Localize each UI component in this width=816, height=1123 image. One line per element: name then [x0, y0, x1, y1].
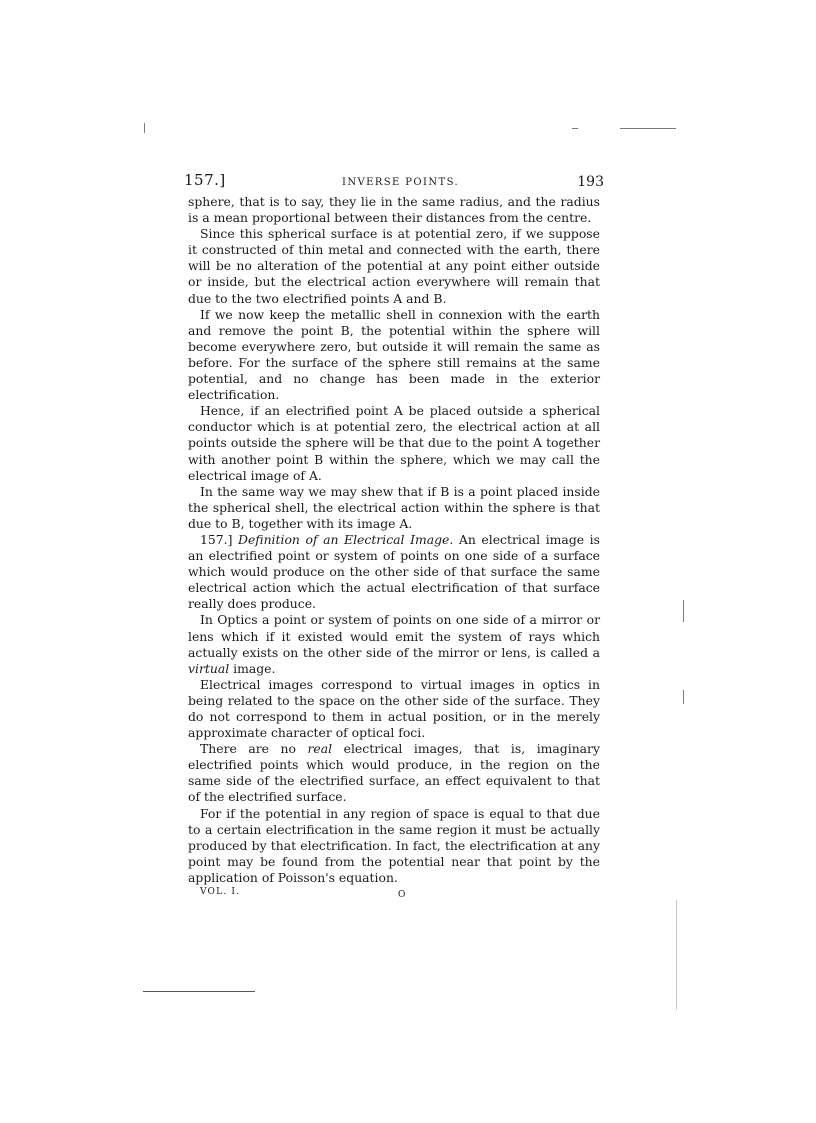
- scan-edge-mark: [683, 600, 684, 622]
- emphasis: real: [307, 741, 333, 757]
- section-reference: 157.]: [200, 531, 233, 547]
- scan-edge-rule: [143, 991, 255, 992]
- section-number: 157.]: [184, 171, 226, 189]
- paragraph: [188, 741, 600, 805]
- sheet-mark: O: [398, 890, 406, 901]
- paragraph: [188, 612, 600, 676]
- paragraph-definition: [188, 532, 600, 612]
- scan-edge-mark: [620, 128, 676, 129]
- paragraph-text: In Optics a point or system of points on one side of a mirror or lens which if it existed would emit the system of rays which actually exists on the other side of the mirror or lens, is called a: [188, 612, 600, 660]
- paragraph: For if the potential in any region of space is equal to that due to a certain electrification in the same region it must be actually produced by that electrification. In fact, the electrification at any point may be found from the potential near that point by the application of Poisson's equation.: [188, 805, 600, 885]
- paragraph: Hence, if an electrified point A be placed outside a spherical conductor which is at potential zero, the electrical action at all points outside the sphere will be that due to the point A together with another point B within the sphere, which we may call the electrical image of A.: [188, 403, 600, 483]
- page-footer: [188, 886, 600, 904]
- page-number: 193: [577, 174, 604, 190]
- paragraph: sphere, that is to say, they lie in the same radius, and the radius is a mean proportional between their distances from the centre.: [188, 194, 600, 226]
- paragraph-text: electrical images, that is, imaginary electrified points which would produce, in the region on the same side of the electrified surface, an effect equivalent to that of the electrified surface.: [188, 741, 600, 805]
- paragraph: In the same way we may shew that if B is a point placed inside the spherical shell, the electrical action within the sphere is that due to B, together with its image A.: [188, 483, 600, 531]
- paragraph: Since this spherical surface is at potential zero, if we suppose it constructed of thin metal and connected with the earth, there will be no alteration of the potential at any point either outside or inside, but the electrical action everywhere will remain that due to the two electrified points A and B.: [188, 226, 600, 306]
- emphasis: virtual: [188, 660, 230, 676]
- scan-edge-mark: [676, 900, 677, 1010]
- body-text: [188, 194, 600, 886]
- definition-heading: Definition of an Electrical Image.: [238, 531, 454, 547]
- page-header: [184, 168, 604, 194]
- scan-edge-mark: [144, 123, 145, 133]
- paragraph: If we now keep the metallic shell in connexion with the earth and remove the point B, the potential within the sphere will become everywhere zero, but outside it will remain the same as before. For the surface of the sphere still remains at the same potential, and no change has been made in the exterior electrification.: [188, 306, 600, 403]
- paragraph-text: An electrical image is an electrified point or system of points on one side of a surface which would produce on the other side of that surface the same electrical action which the actual electrification of that surface really does produce.: [188, 531, 600, 612]
- paragraph-text: image.: [233, 660, 276, 676]
- paragraph-text: There are no: [200, 741, 296, 757]
- paragraph: Electrical images correspond to virtual images in optics in being related to the space on the other side of the surface. They do not correspond to them in actual position, or in the merely approximate character of optical foci.: [188, 676, 600, 741]
- scan-edge-mark: [683, 690, 684, 704]
- running-title: INVERSE POINTS.: [342, 177, 460, 188]
- book-page: [184, 168, 604, 904]
- volume-signature: VOL. I.: [200, 887, 241, 898]
- scan-edge-mark: [572, 128, 578, 129]
